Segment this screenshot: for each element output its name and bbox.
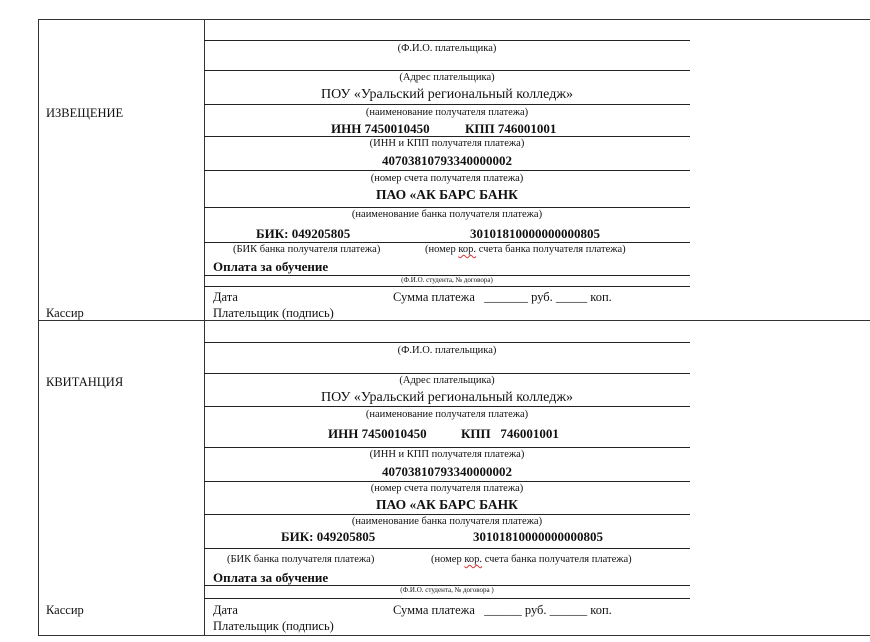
payer-address-caption: (Адрес плательщика) bbox=[399, 72, 495, 83]
bank-bik: БИК: 049205805 bbox=[281, 529, 376, 544]
bank-line bbox=[204, 514, 690, 515]
corr-account-caption: (номер кор. счета банка получателя платежа) bbox=[431, 554, 632, 565]
column-divider bbox=[204, 19, 205, 636]
bank-caption: (наименование банка получателя платежа) bbox=[351, 209, 543, 220]
inn-kpp-caption: (ИНН и КПП получателя платежа) bbox=[369, 449, 525, 460]
receipt-header: КВИТАНЦИЯ bbox=[46, 375, 124, 389]
recipient-name-line bbox=[204, 406, 690, 407]
student-line bbox=[204, 598, 690, 599]
recipient-name: ПОУ «Уральский региональный колледж» bbox=[321, 87, 573, 102]
payment-purpose: Оплата за обучение bbox=[213, 259, 329, 274]
bank-bik: БИК: 049205805 bbox=[256, 226, 351, 241]
recipient-bank: ПАО «АК БАРС БАНК bbox=[376, 497, 518, 512]
recipient-name-line bbox=[204, 104, 690, 105]
inn-kpp-caption: (ИНН и КПП получателя платежа) bbox=[369, 138, 525, 149]
payment-sum-label: Сумма платежа ______ руб. ______ коп. bbox=[393, 603, 612, 617]
recipient-kpp: КПП 746001001 bbox=[465, 121, 557, 136]
inn-kpp-line bbox=[204, 136, 690, 137]
payer-name-line bbox=[204, 342, 690, 343]
bank-caption: (наименование банка получателя платежа) bbox=[351, 516, 543, 527]
recipient-account: 40703810793340000002 bbox=[382, 464, 512, 479]
payer-address-line bbox=[204, 70, 690, 71]
student-caption: (Ф.И.О. студента, № договора) bbox=[401, 276, 493, 284]
payer-address-line bbox=[204, 373, 690, 374]
student-caption: (Ф.И.О. студента, № договора ) bbox=[400, 586, 494, 594]
account-line bbox=[204, 170, 690, 171]
date-label: Дата bbox=[213, 290, 238, 304]
recipient-inn: ИНН 7450010450 bbox=[328, 426, 427, 441]
recipient-bank: ПАО «АК БАРС БАНК bbox=[376, 187, 518, 202]
bik-caption: (БИК банка получателя платежа) bbox=[233, 244, 381, 255]
recipient-inn: ИНН 7450010450 bbox=[331, 121, 430, 136]
section-divider bbox=[38, 320, 870, 321]
payer-name-line bbox=[204, 40, 690, 41]
receipt-cashier: Кассир bbox=[46, 603, 84, 617]
payer-name-caption: (Ф.И.О. плательщика) bbox=[397, 43, 497, 54]
inn-kpp-line bbox=[204, 447, 690, 448]
payer-signature-label: Плательщик (подпись) bbox=[213, 306, 334, 320]
recipient-kpp: КПП 746001001 bbox=[461, 426, 559, 441]
account-line bbox=[204, 481, 690, 482]
account-caption: (номер счета получателя платежа) bbox=[370, 483, 524, 494]
bik-caption: (БИК банка получателя платежа) bbox=[227, 554, 375, 565]
bik-line bbox=[204, 242, 690, 243]
bank-line bbox=[204, 207, 690, 208]
payer-name-caption: (Ф.И.О. плательщика) bbox=[397, 345, 497, 356]
corr-account-caption: (номер кор. счета банка получателя платежа) bbox=[425, 244, 626, 255]
bik-line bbox=[204, 548, 690, 549]
student-line bbox=[204, 286, 690, 287]
recipient-account: 40703810793340000002 bbox=[382, 153, 512, 168]
payment-purpose: Оплата за обучение bbox=[213, 570, 329, 585]
bank-corr-account: 30101810000000000805 bbox=[470, 226, 600, 241]
recipient-name-caption: (наименование получателя платежа) bbox=[365, 409, 529, 420]
payment-sum-label: Сумма платежа _______ руб. _____ коп. bbox=[393, 290, 612, 304]
recipient-name-caption: (наименование получателя платежа) bbox=[365, 107, 529, 118]
notice-cashier: Кассир bbox=[46, 306, 84, 320]
bank-corr-account: 30101810000000000805 bbox=[473, 529, 603, 544]
payer-signature-label: Плательщик (подпись) bbox=[213, 619, 334, 633]
account-caption: (номер счета получателя платежа) bbox=[370, 173, 524, 184]
notice-header: ИЗВЕЩЕНИЕ bbox=[46, 106, 124, 120]
payer-address-caption: (Адрес плательщика) bbox=[399, 375, 495, 386]
recipient-name: ПОУ «Уральский региональный колледж» bbox=[321, 390, 573, 405]
date-label: Дата bbox=[213, 603, 238, 617]
